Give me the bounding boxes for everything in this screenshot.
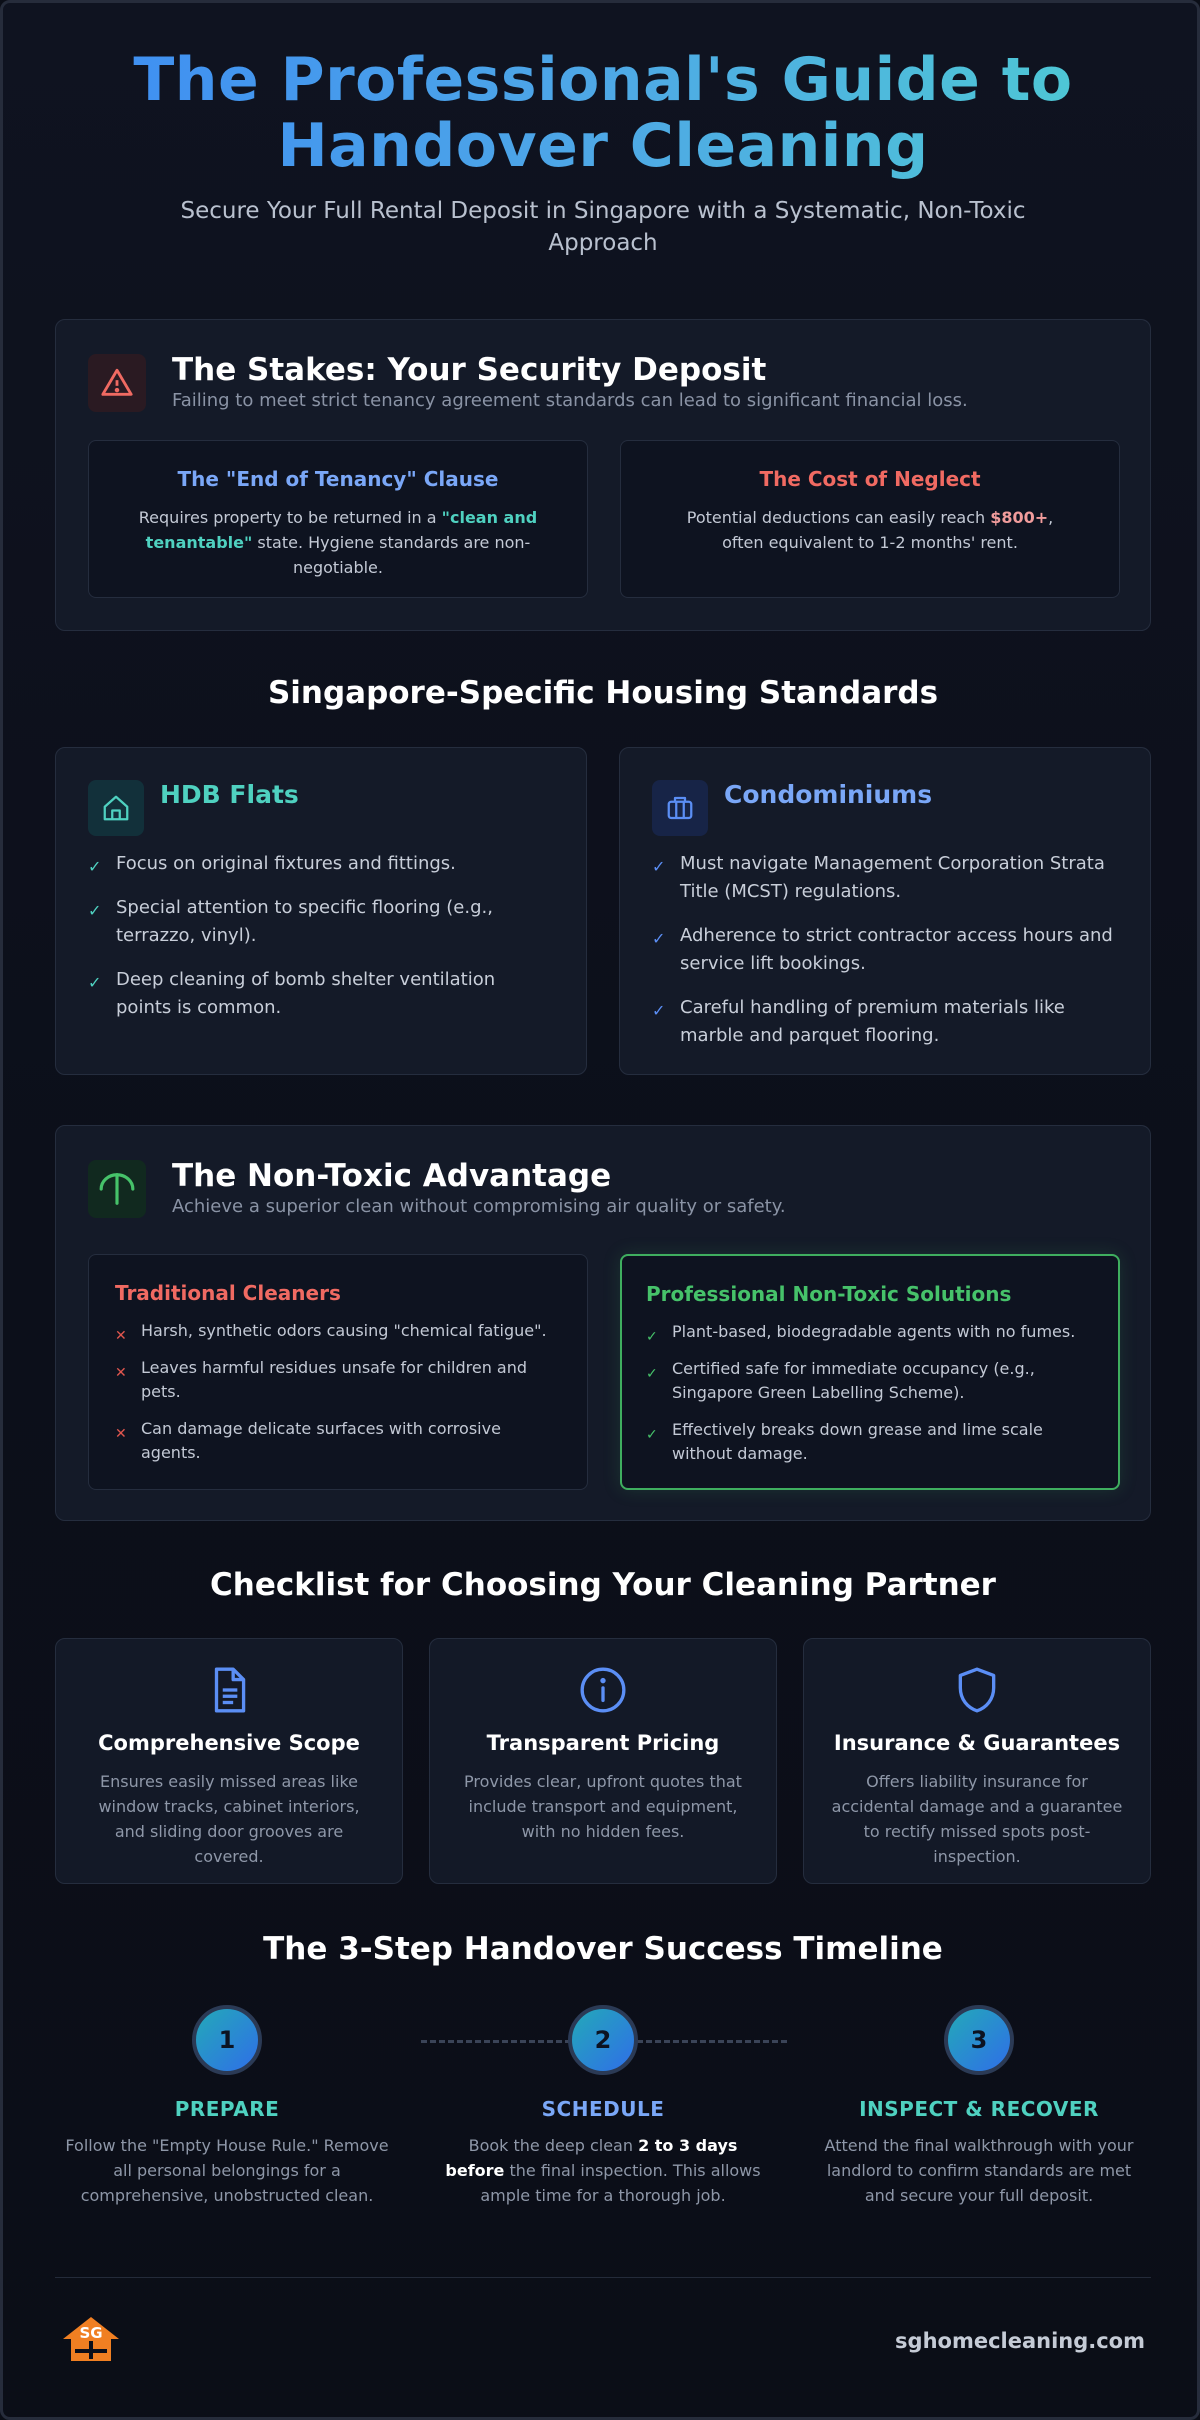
stakes-card	[55, 319, 1151, 631]
cost-of-neglect-box	[620, 440, 1120, 598]
tenancy-clause-title: The "End of Tenancy" Clause	[177, 467, 499, 491]
tenancy-clause-text: Requires property to be returned in a "clean and tenantable" state. Hygiene standards are non-negotiable.	[138, 508, 538, 577]
list-item: ✓ Certified safe for immediate occupancy (e.g., Singapore Green Labelling Scheme).	[646, 1359, 1035, 1402]
checklist-item-title: Transparent Pricing	[486, 1731, 720, 1755]
checklist-item-pricing	[429, 1638, 777, 1884]
step-text: Book the deep clean 2 to 3 days before the final inspection. This allows ample time for a thorough job.	[445, 2136, 761, 2205]
stakes-subtitle: Failing to meet strict tenancy agreement standards can lead to significant financial loss.	[172, 390, 968, 411]
umbrella-icon	[88, 1160, 146, 1218]
traditional-cleaners-box	[88, 1254, 588, 1490]
checklist-item-text: Offers liability insurance for accidental damage and a guarantee to rectify missed spots post-inspection.	[831, 1772, 1123, 1866]
step-number-badge: 2	[568, 2005, 638, 2075]
traditional-cleaners-title: Traditional Cleaners	[115, 1281, 341, 1305]
hdb-list	[88, 850, 548, 1038]
footer-divider	[55, 2277, 1151, 2278]
clean-tenantable-highlight: "clean and tenantable"	[145, 508, 538, 552]
warning-triangle-icon	[88, 354, 146, 412]
step-text: Follow the "Empty House Rule." Remove all personal belongings for a comprehensive, unobstructed clean.	[65, 2136, 389, 2205]
hdb-title: HDB Flats	[160, 780, 299, 809]
list-item: ✕ Harsh, synthetic odors causing "chemical fatigue".	[115, 1321, 547, 1344]
document-icon	[204, 1665, 254, 1715]
professional-solutions-list	[622, 1320, 1118, 1466]
tenancy-clause-box	[88, 440, 588, 598]
page-subtitle: Secure Your Full Rental Deposit in Singapore with a Systematic, Non-Toxic Approach	[180, 198, 1026, 256]
condo-list	[652, 850, 1122, 1066]
traditional-cleaners-list	[89, 1319, 587, 1465]
hdb-card	[55, 747, 587, 1075]
checklist-item-title: Comprehensive Scope	[98, 1731, 360, 1755]
nontoxic-card	[55, 1125, 1151, 1521]
deduction-amount-highlight: $800+	[990, 508, 1049, 527]
stakes-title: The Stakes: Your Security Deposit	[172, 352, 767, 388]
timeline-step-inspect	[809, 2005, 1149, 2208]
professional-solutions-title: Professional Non-Toxic Solutions	[646, 1282, 1012, 1306]
list-item: ✕ Leaves harmful residues unsafe for children and pets.	[115, 1358, 528, 1401]
cost-of-neglect-title: The Cost of Neglect	[759, 467, 981, 491]
footer-domain: sghomecleaning.com	[895, 2329, 1145, 2353]
cost-of-neglect-text: Potential deductions can easily reach $800+, often equivalent to 1-2 months' rent.	[686, 508, 1054, 552]
checklist-item-text: Provides clear, upfront quotes that include transport and equipment, with no hidden fees.	[464, 1772, 742, 1841]
checklist-item-title: Insurance & Guarantees	[833, 1731, 1121, 1755]
step-label: INSPECT & RECOVER	[859, 2097, 1099, 2121]
standards-heading: Singapore-Specific Housing Standards	[267, 675, 939, 711]
timeline-step-prepare	[57, 2005, 397, 2208]
checklist-heading: Checklist for Choosing Your Cleaning Partner	[210, 1567, 996, 1603]
shield-icon	[952, 1665, 1002, 1715]
list-item: ✓ Adherence to strict contractor access hours and service lift bookings.	[652, 925, 1113, 974]
nontoxic-subtitle: Achieve a superior clean without compromising air quality or safety.	[172, 1196, 786, 1217]
list-item: ✕ Can damage delicate surfaces with corrosive agents.	[115, 1419, 501, 1462]
list-item: ✓ Effectively breaks down grease and lime scale without damage.	[646, 1420, 1043, 1463]
list-item: ✓ Careful handling of premium materials like marble and parquet flooring.	[652, 997, 1065, 1046]
list-item: ✓ Must navigate Management Corporation Strata Title (MCST) regulations.	[652, 853, 1105, 902]
condo-title: Condominiums	[724, 780, 933, 809]
list-item: ✓ Plant-based, biodegradable agents with no fumes.	[646, 1322, 1076, 1345]
list-item: ✓ Deep cleaning of bomb shelter ventilation points is common.	[88, 969, 496, 1018]
step-number-badge: 1	[192, 2005, 262, 2075]
step-text: Attend the final walkthrough with your landlord to confirm standards are met and secure your full deposit.	[824, 2136, 1134, 2205]
timeline-step-schedule	[433, 2005, 773, 2208]
page-title: The Professional's Guide to Handover Cleaning	[103, 47, 1103, 179]
checklist-item-text: Ensures easily missed areas like window tracks, cabinet interiors, and sliding door grooves are covered.	[98, 1772, 360, 1866]
step-label: PREPARE	[174, 2097, 280, 2121]
list-item: ✓ Focus on original fixtures and fittings.	[88, 853, 456, 876]
info-icon	[578, 1665, 628, 1715]
brand-logo	[59, 2315, 123, 2365]
professional-solutions-box	[620, 1254, 1120, 1490]
checklist-item-scope	[55, 1638, 403, 1884]
page-header	[3, 47, 1200, 259]
list-item: ✓ Special attention to specific flooring (e.g., terrazzo, vinyl).	[88, 897, 493, 946]
checklist-item-insurance	[803, 1638, 1151, 1884]
building-icon	[652, 780, 708, 836]
nontoxic-title: The Non-Toxic Advantage	[172, 1158, 612, 1194]
step-label: SCHEDULE	[541, 2097, 665, 2121]
step-number-badge: 3	[944, 2005, 1014, 2075]
brand-logo-text: SG	[79, 2324, 103, 2342]
timeline-heading: The 3-Step Handover Success Timeline	[263, 1931, 943, 1967]
condo-card	[619, 747, 1151, 1075]
house-icon	[88, 780, 144, 836]
